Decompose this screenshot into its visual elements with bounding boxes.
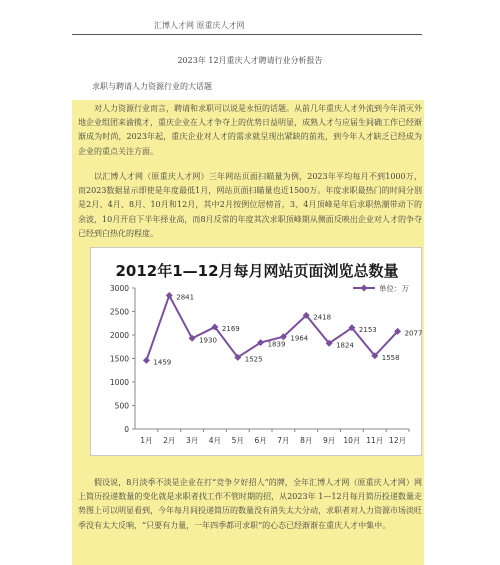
x-tick-label: 9月 bbox=[322, 436, 336, 445]
data-label: 1459 bbox=[153, 358, 172, 367]
data-label: 1930 bbox=[199, 336, 217, 345]
legend-marker bbox=[361, 285, 368, 292]
data-label: 2077 bbox=[404, 329, 423, 338]
x-tick-label: 11月 bbox=[366, 436, 384, 445]
y-tick-label: 2500 bbox=[109, 307, 129, 317]
x-tick-label: 2月 bbox=[163, 436, 176, 445]
x-tick-label: 4月 bbox=[208, 436, 222, 445]
chart-canvas bbox=[91, 248, 423, 457]
data-point bbox=[166, 292, 173, 299]
data-label: 2169 bbox=[221, 325, 240, 334]
y-tick-label: 0 bbox=[124, 425, 129, 434]
data-point bbox=[143, 357, 150, 364]
x-tick-label: 3月 bbox=[185, 436, 199, 445]
y-tick-label: 1500 bbox=[109, 354, 129, 364]
y-tick-label: 500 bbox=[114, 401, 129, 411]
paragraph-3: 假设说，8月淡季不淡是企业在打“竞争夕好招人”的牌，全年汇博人才网（原重庆人才网）网上简历投递数量的变化就是求职者找工作不管时期的招，从2023年 1—12月每月简历投递数量走势图上可以明显看到，今年每月间投递简历的数量没有消失太大分动，求职者对人力资源市场淡旺季没有太大反响，“只要有力量，一年四季都可求职”的心态已经渐渐在重庆人才中集中。 bbox=[78, 478, 422, 530]
data-label: 1964 bbox=[290, 334, 309, 343]
x-tick-label: 1月 bbox=[140, 436, 153, 445]
line-chart bbox=[90, 247, 422, 456]
data-label: 1525 bbox=[244, 355, 263, 364]
data-label: 2841 bbox=[176, 293, 195, 302]
x-tick-label: 10月 bbox=[343, 436, 361, 445]
y-tick-label: 1000 bbox=[109, 378, 129, 387]
x-tick-label: 7月 bbox=[277, 436, 290, 445]
paragraph-2: 以汇博人才网（原重庆人才网）三年网站页面扫瞄量为例，2023年平均每月不到1000万，而2023数据显示即使是年度最低1月，网站页面扫瞄量也近1500万。年度求职最热门的时间分别是2月、4月、8月、10月和12月，其中2月按例位居榜首，3、4月顶峰是年后求职热潮带动下的余波，10月开启下半年择业高，而8月反常的年度其次求职顶峰期从侧面反映出企业对人才的争夺已经到白热化的程度。 bbox=[78, 172, 422, 238]
chart-title: 2012年1—12月每月网站页面浏览总数量 bbox=[115, 262, 399, 280]
data-label: 2153 bbox=[358, 325, 377, 334]
x-tick-label: 8月 bbox=[300, 436, 313, 445]
paragraph-1: 对人力资源行业而言，聘请和求职可以说是永恒的话题。从前几年重庆人才外流到今年消灭外地企业组团来渝揽才，重庆企业在人才争夺上的优势日益明显，成熟人才与应届生间确工作已经渐渐成为时尚，2023年起，重庆企业对人才的需求就呈现出紧缺的前兆，到今年人才缺乏已经成为企业的重点关注方面。 bbox=[78, 104, 422, 156]
data-point bbox=[189, 335, 196, 342]
section-title: 求职与聘请人力资源行业的大话题 bbox=[92, 82, 212, 91]
x-tick-label: 5月 bbox=[231, 436, 244, 445]
header-text: 汇博人才网 原重庆人才网 bbox=[154, 21, 245, 30]
data-label: 1839 bbox=[267, 340, 286, 349]
y-tick-label: 2000 bbox=[109, 331, 129, 340]
data-label: 2418 bbox=[313, 313, 332, 322]
legend-label: 单位：万 bbox=[379, 284, 409, 293]
y-tick-label: 3000 bbox=[109, 284, 129, 293]
page-header bbox=[72, 18, 422, 35]
x-tick-label: 12月 bbox=[389, 436, 407, 445]
x-tick-label: 6月 bbox=[254, 436, 267, 445]
data-label: 1824 bbox=[336, 341, 354, 350]
document-title: 2023年 12月重庆人才聘请行业分析报告 bbox=[177, 56, 323, 65]
data-label: 1558 bbox=[381, 353, 400, 362]
